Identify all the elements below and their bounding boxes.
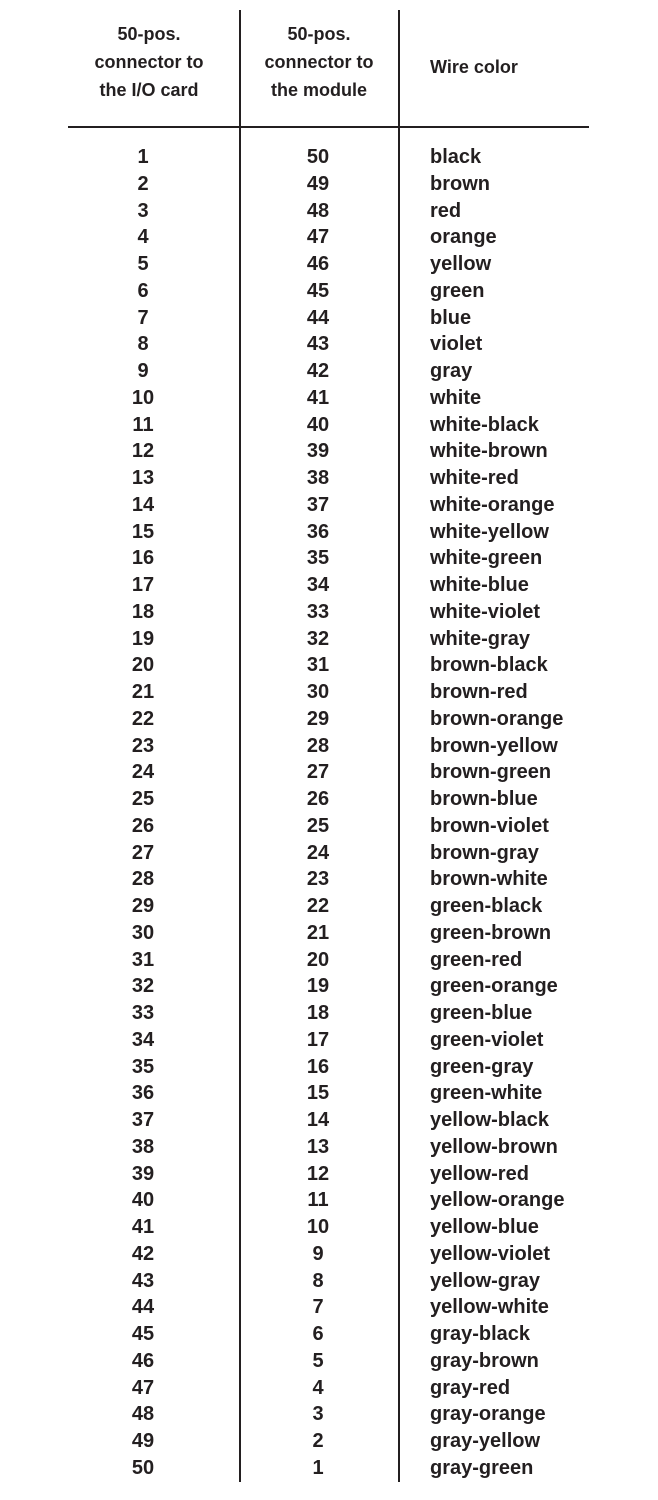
module-pin-cell: 46 — [306, 253, 330, 275]
table-row — [0, 224, 658, 251]
table-row — [0, 1054, 658, 1081]
module-pin-cell: 2 — [312, 1430, 324, 1452]
io-pin-cell: 3 — [137, 199, 149, 222]
io-pin-cell: 1 — [137, 146, 149, 168]
table-row — [0, 1428, 658, 1455]
wire-color-cell: brown-black — [430, 654, 548, 677]
wire-color-cell: brown-blue — [430, 788, 538, 810]
module-pin-cell: 44 — [306, 306, 330, 329]
table-body — [0, 144, 658, 1482]
wire-color-cell: green — [430, 279, 485, 302]
io-pin-cell: 15 — [131, 520, 155, 543]
header-module — [240, 20, 398, 104]
wire-color-cell: gray — [430, 360, 473, 382]
wire-color-cell: brown — [430, 172, 490, 195]
io-pin-cell: 13 — [131, 467, 155, 489]
module-pin-cell: 15 — [306, 1082, 330, 1105]
table-row — [0, 519, 658, 546]
io-pin-cell: 8 — [137, 333, 149, 356]
io-pin-cell: 29 — [131, 895, 155, 917]
io-pin-cell: 46 — [131, 1349, 155, 1372]
table-row — [0, 331, 658, 358]
module-pin-cell: 45 — [306, 279, 330, 302]
io-pin-cell: 22 — [131, 707, 155, 730]
table-row — [0, 1294, 658, 1321]
wire-color-cell: white-red — [430, 467, 519, 489]
module-pin-cell: 3 — [312, 1403, 324, 1426]
wire-color-cell: white — [430, 386, 482, 409]
module-pin-cell: 42 — [306, 360, 330, 382]
wire-color-cell: brown-violet — [430, 814, 549, 837]
table-row — [0, 893, 658, 920]
header-io-card-line: 50-pos. — [117, 24, 181, 44]
table-row — [0, 385, 658, 412]
module-pin-cell: 49 — [306, 172, 330, 195]
header-io-card-line: the I/O card — [99, 80, 199, 100]
module-pin-cell: 7 — [312, 1296, 324, 1319]
wire-color-cell: gray-yellow — [430, 1430, 541, 1452]
wire-color-cell: yellow-orange — [430, 1189, 565, 1212]
table-row — [0, 652, 658, 679]
wire-color-cell: green-black — [430, 895, 543, 917]
header-wire-color — [430, 53, 518, 81]
io-pin-cell: 33 — [131, 1002, 155, 1024]
io-pin-cell: 23 — [131, 734, 155, 757]
wire-color-cell: green-brown — [430, 921, 552, 944]
io-pin-cell: 45 — [131, 1323, 155, 1345]
wire-color-cell: gray-orange — [430, 1403, 546, 1426]
io-pin-cell: 6 — [137, 279, 149, 302]
table-row — [0, 1401, 658, 1428]
table-row — [0, 1027, 658, 1054]
io-pin-cell: 20 — [131, 654, 155, 677]
table-row — [0, 545, 658, 572]
table-row — [0, 572, 658, 599]
table-row — [0, 1000, 658, 1027]
wire-color-cell: blue — [430, 306, 472, 329]
table-row — [0, 171, 658, 198]
wire-color-cell: gray-red — [430, 1376, 511, 1399]
module-pin-cell: 20 — [306, 948, 330, 971]
io-pin-cell: 16 — [131, 547, 155, 570]
table-row — [0, 706, 658, 733]
table-row — [0, 305, 658, 332]
wire-color-cell: black — [430, 146, 482, 168]
io-pin-cell: 17 — [131, 574, 155, 596]
io-pin-cell: 40 — [131, 1189, 155, 1212]
module-pin-cell: 22 — [306, 895, 330, 917]
module-pin-cell: 23 — [306, 868, 330, 891]
wire-color-cell: white-blue — [430, 574, 529, 596]
table-row — [0, 465, 658, 492]
module-pin-cell: 6 — [312, 1323, 324, 1345]
wire-color-cell: green-orange — [430, 975, 558, 998]
table-row — [0, 840, 658, 867]
module-pin-cell: 12 — [306, 1162, 330, 1185]
module-pin-cell: 11 — [307, 1189, 329, 1212]
io-pin-cell: 10 — [131, 386, 155, 409]
table-row — [0, 412, 658, 439]
io-pin-cell: 9 — [137, 360, 149, 382]
wire-color-cell: yellow-blue — [430, 1216, 539, 1238]
table-row — [0, 1455, 658, 1482]
io-pin-cell: 28 — [131, 868, 155, 891]
io-pin-cell: 21 — [131, 681, 155, 703]
table-row — [0, 1241, 658, 1268]
module-pin-cell: 24 — [306, 841, 330, 864]
table-row — [0, 1107, 658, 1134]
wire-color-cell: yellow-black — [430, 1109, 549, 1131]
io-pin-cell: 39 — [131, 1162, 155, 1185]
io-pin-cell: 30 — [131, 921, 155, 944]
io-pin-cell: 7 — [137, 306, 149, 329]
wire-color-cell: brown-red — [430, 681, 528, 703]
table-row — [0, 1375, 658, 1402]
io-pin-cell: 27 — [131, 841, 155, 864]
wire-color-cell: violet — [430, 333, 483, 356]
module-pin-cell: 14 — [306, 1109, 330, 1131]
table-row — [0, 1080, 658, 1107]
wire-color-cell: white-gray — [430, 627, 531, 650]
io-pin-cell: 38 — [131, 1135, 155, 1158]
io-pin-cell: 47 — [131, 1376, 155, 1399]
header-wire-color-label: Wire color — [430, 57, 518, 77]
header-module-line: 50-pos. — [287, 24, 351, 44]
io-pin-cell: 50 — [131, 1456, 155, 1479]
module-pin-cell: 21 — [306, 921, 330, 944]
module-pin-cell: 4 — [312, 1376, 324, 1399]
module-pin-cell: 19 — [306, 975, 330, 998]
table-row — [0, 626, 658, 653]
module-pin-cell: 47 — [306, 226, 330, 249]
module-pin-cell: 28 — [306, 734, 330, 757]
wire-color-cell: green-white — [430, 1082, 543, 1105]
module-pin-cell: 40 — [306, 413, 330, 436]
table-row — [0, 733, 658, 760]
table-row — [0, 866, 658, 893]
wire-color-cell: brown-orange — [430, 707, 564, 730]
header-io-card — [68, 20, 230, 104]
wire-color-cell: yellow-brown — [430, 1135, 558, 1158]
table-row — [0, 492, 658, 519]
io-pin-cell: 31 — [131, 948, 155, 971]
module-pin-cell: 18 — [306, 1002, 330, 1024]
module-pin-cell: 31 — [306, 654, 330, 677]
io-pin-cell: 18 — [131, 600, 155, 623]
module-pin-cell: 1 — [312, 1456, 324, 1479]
wire-color-cell: white-black — [430, 413, 539, 436]
table-row — [0, 144, 658, 171]
wire-color-cell: orange — [430, 226, 497, 249]
module-pin-cell: 25 — [306, 814, 330, 837]
header-module-line: connector to — [264, 52, 374, 72]
module-pin-cell: 39 — [306, 440, 330, 463]
table-row — [0, 198, 658, 225]
table-row — [0, 1214, 658, 1241]
table-row — [0, 358, 658, 385]
io-pin-cell: 41 — [131, 1216, 155, 1238]
wire-color-cell: white-violet — [430, 600, 541, 623]
io-pin-cell: 49 — [131, 1430, 155, 1452]
wire-color-cell: gray-brown — [430, 1349, 539, 1372]
io-pin-cell: 44 — [131, 1296, 155, 1319]
io-pin-cell: 11 — [132, 413, 154, 436]
io-pin-cell: 4 — [137, 226, 149, 249]
module-pin-cell: 30 — [306, 681, 330, 703]
wire-color-cell: yellow-violet — [430, 1242, 551, 1265]
module-pin-cell: 26 — [306, 788, 330, 810]
table-row — [0, 947, 658, 974]
module-pin-cell: 50 — [306, 146, 330, 168]
wire-color-cell: brown-yellow — [430, 734, 558, 757]
module-pin-cell: 35 — [306, 547, 330, 570]
wire-color-cell: red — [430, 199, 462, 222]
module-pin-cell: 32 — [306, 627, 330, 650]
io-pin-cell: 42 — [131, 1242, 155, 1265]
module-pin-cell: 43 — [306, 333, 330, 356]
io-pin-cell: 5 — [137, 253, 149, 275]
io-pin-cell: 36 — [131, 1082, 155, 1105]
io-pin-cell: 19 — [131, 627, 155, 650]
table-row — [0, 251, 658, 278]
wire-color-cell: yellow-gray — [430, 1269, 541, 1292]
io-pin-cell: 14 — [131, 493, 155, 516]
module-pin-cell: 36 — [306, 520, 330, 543]
io-pin-cell: 34 — [131, 1028, 155, 1051]
module-pin-cell: 27 — [306, 761, 330, 784]
wire-color-cell: white-green — [430, 547, 543, 570]
io-pin-cell: 2 — [137, 172, 149, 195]
wire-color-cell: gray-green — [430, 1456, 534, 1479]
io-pin-cell: 25 — [131, 788, 155, 810]
io-pin-cell: 12 — [131, 440, 155, 463]
wire-color-cell: yellow-red — [430, 1162, 529, 1185]
table-row — [0, 278, 658, 305]
header-module-line: the module — [270, 80, 367, 100]
wire-color-cell: brown-gray — [430, 841, 539, 864]
table-row — [0, 920, 658, 947]
table-row — [0, 1134, 658, 1161]
table-row — [0, 438, 658, 465]
table-row — [0, 1321, 658, 1348]
module-pin-cell: 10 — [306, 1216, 330, 1238]
table-row — [0, 786, 658, 813]
module-pin-cell: 37 — [306, 493, 330, 516]
wire-color-cell: gray-black — [430, 1323, 531, 1345]
wire-color-cell: green-blue — [430, 1002, 533, 1024]
wire-color-cell: white-yellow — [430, 520, 549, 543]
io-pin-cell: 26 — [131, 814, 155, 837]
wire-color-cell: yellow — [430, 253, 492, 275]
module-pin-cell: 34 — [306, 574, 330, 596]
table-row — [0, 1268, 658, 1295]
io-pin-cell: 32 — [131, 975, 155, 998]
table-row — [0, 813, 658, 840]
module-pin-cell: 48 — [306, 199, 330, 222]
wire-color-cell: green-gray — [430, 1055, 534, 1078]
io-pin-cell: 43 — [131, 1269, 155, 1292]
module-pin-cell: 38 — [306, 467, 330, 489]
table-row — [0, 973, 658, 1000]
wire-color-cell: green-violet — [430, 1028, 544, 1051]
io-pin-cell: 37 — [131, 1109, 155, 1131]
table-row — [0, 679, 658, 706]
io-pin-cell: 35 — [131, 1055, 155, 1078]
module-pin-cell: 33 — [306, 600, 330, 623]
module-pin-cell: 8 — [312, 1269, 324, 1292]
module-pin-cell: 29 — [306, 707, 330, 730]
wire-color-cell: white-orange — [430, 493, 555, 516]
wire-color-cell: brown-green — [430, 761, 552, 784]
module-pin-cell: 9 — [312, 1242, 324, 1265]
table-row — [0, 759, 658, 786]
io-pin-cell: 48 — [131, 1403, 155, 1426]
table-row — [0, 1348, 658, 1375]
io-pin-cell: 24 — [131, 761, 155, 784]
table-row — [0, 1187, 658, 1214]
module-pin-cell: 13 — [306, 1135, 330, 1158]
header-rule — [68, 126, 589, 128]
header-io-card-line: connector to — [94, 52, 204, 72]
module-pin-cell: 41 — [306, 386, 330, 409]
table-row — [0, 1161, 658, 1188]
table-row — [0, 599, 658, 626]
wire-color-cell: green-red — [430, 948, 523, 971]
module-pin-cell: 5 — [312, 1349, 324, 1372]
module-pin-cell: 16 — [306, 1055, 330, 1078]
wire-color-cell: yellow-white — [430, 1296, 549, 1319]
wire-color-cell: white-brown — [430, 440, 548, 463]
module-pin-cell: 17 — [306, 1028, 330, 1051]
wire-color-cell: brown-white — [430, 868, 548, 891]
